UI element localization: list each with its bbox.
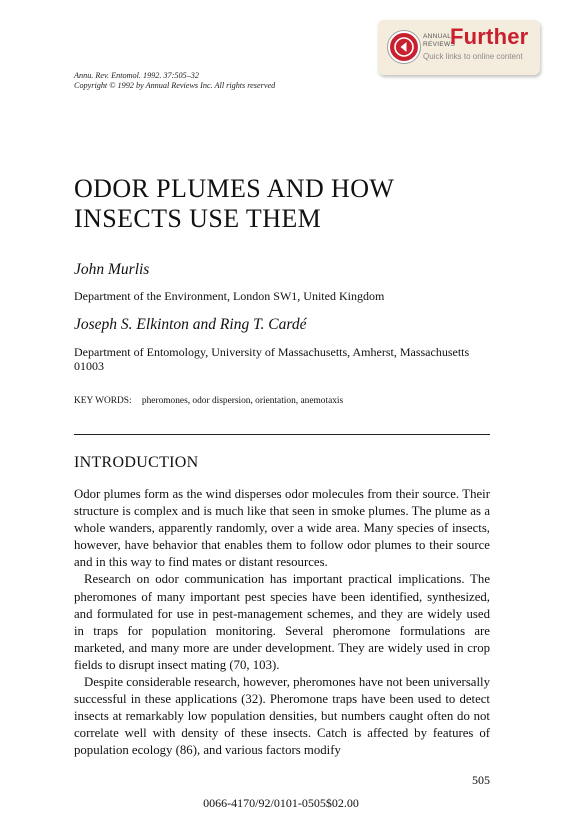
journal-copyright: Copyright © 1992 by Annual Reviews Inc. All rights reserved: [74, 81, 276, 90]
body-paragraph: Odor plumes form as the wind disperses odor molecules from their source. Their structure is complex and is much like that seen in smoke plumes. The plume as a whole wanders, apparently randomly, over a wide area. Many species of insects, however, have behavior that enables them to follow odor plumes to their source and in this way to find mates or distant resources.: [74, 487, 490, 570]
page-number: 505: [472, 773, 490, 787]
author-name: John Murlis: [74, 261, 150, 278]
article-title: [74, 174, 494, 234]
body-paragraph: Research on odor communication has important practical implications. The pheromones of many important pest species have been identified, synthesized, and formulated for use in pest-management schemes, and they are widely used in traps for population monitoring. Several pheromone formulations are marketed, and many more are under development. They are widely used in crop fields to disrupt insect mating (70, 103).: [74, 572, 490, 672]
author-affiliation: Department of Entomology, University of Massachusetts, Amherst, Massachusetts 01003: [74, 345, 470, 373]
banner-title: Further: [450, 24, 529, 49]
journal-header: [74, 71, 394, 91]
keywords-list: pheromones, odor dispersion, orientation, anemotaxis: [141, 396, 344, 406]
article-title-line2: INSECTS USE THEM: [74, 204, 322, 233]
banner-subtitle: Quick links to online content: [423, 52, 523, 61]
play-circle-icon: [388, 31, 420, 63]
annual-reviews-further-banner[interactable]: [378, 20, 540, 75]
keywords-label: KEY WORDS:: [74, 396, 132, 406]
section-body: [74, 486, 490, 760]
journal-citation: Annu. Rev. Entomol. 1992. 37:505–32: [74, 71, 199, 80]
keywords: [74, 396, 343, 406]
banner-brand-line1: ANNUAL: [423, 33, 452, 40]
footer-code: 0066-4170/92/0101-0505$02.00: [203, 796, 359, 810]
author-affiliation: Department of the Environment, London SW1, United Kingdom: [74, 289, 385, 303]
article-title-line1: ODOR PLUMES AND HOW: [74, 174, 395, 203]
body-paragraph: Despite considerable research, however, pheromones have not been universally successful in these applications (32). Pheromone traps have been used to detect insects at remarkably low population densities, but numbers caught often do not correlate well with density of these insects. Catch is affected by features of population ecology (86), and various factors modify: [74, 675, 490, 758]
author-name: Joseph S. Elkinton and Ring T. Cardé: [74, 316, 307, 333]
divider: [74, 434, 490, 435]
banner-brand-line2: REVIEWS: [423, 40, 456, 48]
section-heading: INTRODUCTION: [74, 454, 199, 471]
